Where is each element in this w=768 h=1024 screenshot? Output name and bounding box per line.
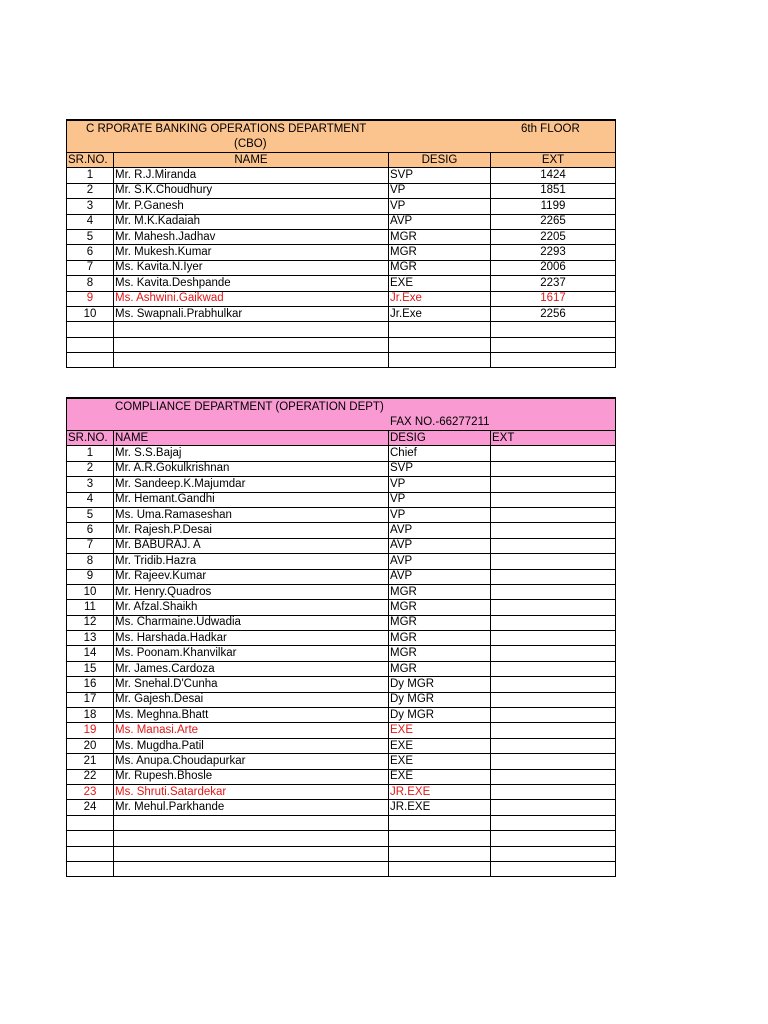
table-row — [67, 461, 616, 476]
name-cell[interactable]: Mr. Tridib.Hazra — [114, 554, 389, 569]
table-row — [67, 245, 616, 260]
empty-cell[interactable] — [389, 831, 491, 846]
sr-no-cell[interactable]: 7 — [67, 538, 114, 553]
name-cell[interactable]: Mr. Snehal.D'Cunha — [114, 677, 389, 692]
ext-cell[interactable]: 1617 — [491, 291, 616, 306]
name-cell[interactable]: Mr. A.R.Gokulkrishnan — [114, 461, 389, 476]
table-row — [67, 723, 616, 738]
name-cell[interactable]: Mr. Afzal.Shaikh — [114, 600, 389, 615]
table-row — [67, 306, 616, 321]
desig-cell[interactable]: JR.EXE — [389, 784, 491, 799]
desig-cell[interactable]: MGR — [389, 260, 491, 275]
desig-cell[interactable]: EXE — [389, 769, 491, 784]
empty-cell[interactable] — [389, 337, 491, 352]
sr-no-cell[interactable]: 2 — [67, 461, 114, 476]
sr-no-cell[interactable]: 7 — [67, 260, 114, 275]
desig-cell[interactable]: MGR — [389, 229, 491, 244]
empty-cell[interactable] — [491, 861, 616, 876]
desig-cell[interactable]: AVP — [389, 214, 491, 229]
sr-no-cell[interactable]: 21 — [67, 754, 114, 769]
ext-cell[interactable]: 1424 — [491, 168, 616, 183]
cbo-header-row — [67, 153, 616, 168]
sr-no-cell[interactable]: 4 — [67, 492, 114, 507]
cbo-title-row — [67, 120, 616, 153]
compliance-table — [66, 397, 616, 877]
desig-cell[interactable]: Dy MGR — [389, 677, 491, 692]
ext-cell[interactable]: 2256 — [491, 306, 616, 321]
sr-no-cell[interactable]: 8 — [67, 276, 114, 291]
desig-cell[interactable]: MGR — [389, 661, 491, 676]
empty-row — [67, 846, 616, 861]
header-sr-no[interactable]: SR.NO. — [67, 153, 114, 168]
cbo-title: C RPORATE BANKING OPERATIONS DEPARTMENT — [86, 123, 367, 135]
cbo-table — [66, 119, 616, 368]
compliance-title-cell[interactable] — [67, 398, 616, 431]
desig-cell[interactable]: VP — [389, 183, 491, 198]
desig-cell[interactable]: AVP — [389, 554, 491, 569]
empty-cell[interactable] — [389, 322, 491, 337]
ext-cell[interactable] — [491, 600, 616, 615]
name-cell[interactable]: Mr. M.K.Kadaiah — [114, 214, 389, 229]
ext-cell[interactable] — [491, 538, 616, 553]
ext-cell[interactable] — [491, 631, 616, 646]
sr-no-cell[interactable]: 9 — [67, 569, 114, 584]
name-cell[interactable]: Mr. Mahesh.Jadhav — [114, 229, 389, 244]
sr-no-cell[interactable]: 18 — [67, 708, 114, 723]
empty-row — [67, 815, 616, 830]
table-row — [67, 754, 616, 769]
table-row — [67, 507, 616, 522]
sr-no-cell[interactable]: 22 — [67, 769, 114, 784]
desig-cell[interactable]: AVP — [389, 538, 491, 553]
empty-row — [67, 353, 616, 368]
desig-cell[interactable]: MGR — [389, 600, 491, 615]
name-cell[interactable]: Mr. BABURAJ. A — [114, 538, 389, 553]
desig-cell[interactable]: SVP — [389, 168, 491, 183]
empty-cell[interactable] — [389, 353, 491, 368]
table-row — [67, 615, 616, 630]
ext-cell[interactable]: 1199 — [491, 199, 616, 214]
desig-cell[interactable]: SVP — [389, 461, 491, 476]
ext-cell[interactable] — [491, 784, 616, 799]
header-ext[interactable]: EXT — [491, 431, 616, 446]
header-name[interactable]: NAME — [114, 153, 389, 168]
ext-cell[interactable]: 2006 — [491, 260, 616, 275]
compliance-fax: FAX NO.-66277211 — [390, 416, 490, 428]
ext-cell[interactable] — [491, 738, 616, 753]
desig-cell[interactable]: EXE — [389, 723, 491, 738]
compliance-title-row — [67, 398, 616, 431]
compliance-header-row — [67, 431, 616, 446]
name-cell[interactable]: Ms. Shruti.Satardekar — [114, 784, 389, 799]
empty-cell[interactable] — [114, 322, 389, 337]
sr-no-cell[interactable]: 16 — [67, 677, 114, 692]
ext-cell[interactable] — [491, 708, 616, 723]
empty-cell[interactable] — [67, 353, 114, 368]
name-cell[interactable]: Ms. Uma.Ramaseshan — [114, 507, 389, 522]
desig-cell[interactable]: Dy MGR — [389, 692, 491, 707]
name-cell[interactable]: Mr. Mehul.Parkhande — [114, 800, 389, 815]
sr-no-cell[interactable]: 20 — [67, 738, 114, 753]
table-row — [67, 708, 616, 723]
name-cell[interactable]: Ms. Swapnali.Prabhulkar — [114, 306, 389, 321]
empty-cell[interactable] — [491, 846, 616, 861]
desig-cell[interactable]: Chief — [389, 446, 491, 461]
table-row — [67, 229, 616, 244]
name-cell[interactable]: Mr. Rajesh.P.Desai — [114, 523, 389, 538]
empty-cell[interactable] — [389, 815, 491, 830]
header-desig[interactable]: DESIG — [389, 153, 491, 168]
table-row — [67, 168, 616, 183]
ext-cell[interactable]: 2293 — [491, 245, 616, 260]
table-row — [67, 584, 616, 599]
name-cell[interactable]: Ms. Meghna.Bhatt — [114, 708, 389, 723]
ext-cell[interactable] — [491, 769, 616, 784]
empty-cell[interactable] — [114, 861, 389, 876]
desig-cell[interactable]: AVP — [389, 523, 491, 538]
desig-cell[interactable]: EXE — [389, 754, 491, 769]
ext-cell[interactable] — [491, 692, 616, 707]
empty-cell[interactable] — [67, 337, 114, 352]
cbo-title-cell[interactable] — [67, 120, 616, 153]
table-row — [67, 446, 616, 461]
sr-no-cell[interactable]: 2 — [67, 183, 114, 198]
table-row — [67, 784, 616, 799]
sr-no-cell[interactable]: 23 — [67, 784, 114, 799]
sr-no-cell[interactable]: 6 — [67, 523, 114, 538]
empty-cell[interactable] — [491, 353, 616, 368]
name-cell[interactable]: Mr. Rajeev.Kumar — [114, 569, 389, 584]
table-row — [67, 646, 616, 661]
empty-row — [67, 831, 616, 846]
table-row — [67, 769, 616, 784]
empty-cell[interactable] — [114, 353, 389, 368]
desig-cell[interactable]: AVP — [389, 569, 491, 584]
sr-no-cell[interactable]: 1 — [67, 168, 114, 183]
table-row — [67, 199, 616, 214]
desig-cell[interactable]: MGR — [389, 631, 491, 646]
desig-cell[interactable]: VP — [389, 199, 491, 214]
name-cell[interactable]: Ms. Kavita.Deshpande — [114, 276, 389, 291]
sr-no-cell[interactable]: 6 — [67, 245, 114, 260]
sr-no-cell[interactable]: 15 — [67, 661, 114, 676]
name-cell[interactable]: Ms. Kavita.N.Iyer — [114, 260, 389, 275]
table-row — [67, 631, 616, 646]
ext-cell[interactable] — [491, 477, 616, 492]
desig-cell[interactable]: EXE — [389, 738, 491, 753]
name-cell[interactable]: Mr. Rupesh.Bhosle — [114, 769, 389, 784]
desig-cell[interactable]: MGR — [389, 646, 491, 661]
name-cell[interactable]: Ms. Charmaine.Udwadia — [114, 615, 389, 630]
sr-no-cell[interactable]: 17 — [67, 692, 114, 707]
sr-no-cell[interactable]: 8 — [67, 554, 114, 569]
ext-cell[interactable] — [491, 492, 616, 507]
name-cell[interactable]: Ms. Mugdha.Patil — [114, 738, 389, 753]
sr-no-cell[interactable]: 10 — [67, 584, 114, 599]
name-cell[interactable]: Mr. Hemant.Gandhi — [114, 492, 389, 507]
empty-cell[interactable] — [114, 831, 389, 846]
table-row — [67, 554, 616, 569]
ext-cell[interactable] — [491, 461, 616, 476]
empty-cell[interactable] — [491, 322, 616, 337]
ext-cell[interactable] — [491, 723, 616, 738]
sr-no-cell[interactable]: 9 — [67, 291, 114, 306]
table-row — [67, 677, 616, 692]
desig-cell[interactable]: Jr.Exe — [389, 291, 491, 306]
ext-cell[interactable] — [491, 554, 616, 569]
empty-cell[interactable] — [114, 815, 389, 830]
ext-cell[interactable]: 2265 — [491, 214, 616, 229]
cbo-floor: 6th FLOOR — [521, 123, 580, 135]
desig-cell[interactable]: JR.EXE — [389, 800, 491, 815]
table-row — [67, 523, 616, 538]
ext-cell[interactable]: 2205 — [491, 229, 616, 244]
desig-cell[interactable]: VP — [389, 477, 491, 492]
table-row — [67, 692, 616, 707]
table-row — [67, 738, 616, 753]
ext-cell[interactable] — [491, 677, 616, 692]
ext-cell[interactable] — [491, 646, 616, 661]
empty-cell[interactable] — [67, 831, 114, 846]
name-cell[interactable]: Mr. P.Ganesh — [114, 199, 389, 214]
name-cell[interactable]: Ms. Ashwini.Gaikwad — [114, 291, 389, 306]
sr-no-cell[interactable]: 5 — [67, 507, 114, 522]
name-cell[interactable]: Mr. James.Cardoza — [114, 661, 389, 676]
header-ext[interactable]: EXT — [491, 153, 616, 168]
empty-cell[interactable] — [491, 815, 616, 830]
table-row — [67, 800, 616, 815]
table-row — [67, 260, 616, 275]
ext-cell[interactable] — [491, 584, 616, 599]
empty-cell[interactable] — [114, 846, 389, 861]
ext-cell[interactable] — [491, 800, 616, 815]
ext-cell[interactable] — [491, 754, 616, 769]
desig-cell[interactable]: MGR — [389, 584, 491, 599]
empty-row — [67, 337, 616, 352]
sr-no-cell[interactable]: 24 — [67, 800, 114, 815]
name-cell[interactable]: Ms. Poonam.Khanvilkar — [114, 646, 389, 661]
header-name[interactable]: NAME — [114, 431, 389, 446]
empty-cell[interactable] — [389, 861, 491, 876]
desig-cell[interactable]: EXE — [389, 276, 491, 291]
name-cell[interactable]: Ms. Manasi.Arte — [114, 723, 389, 738]
sr-no-cell[interactable]: 12 — [67, 615, 114, 630]
desig-cell[interactable]: VP — [389, 507, 491, 522]
name-cell[interactable]: Mr. R.J.Miranda — [114, 168, 389, 183]
cbo-subtitle: (CBO) — [234, 138, 267, 150]
table-row — [67, 492, 616, 507]
table-row — [67, 661, 616, 676]
empty-cell[interactable] — [67, 815, 114, 830]
name-cell[interactable]: Mr. Sandeep.K.Majumdar — [114, 477, 389, 492]
desig-cell[interactable]: MGR — [389, 615, 491, 630]
table-row — [67, 600, 616, 615]
name-cell[interactable]: Mr. Gajesh.Desai — [114, 692, 389, 707]
sr-no-cell[interactable]: 10 — [67, 306, 114, 321]
sr-no-cell[interactable]: 5 — [67, 229, 114, 244]
ext-cell[interactable]: 2237 — [491, 276, 616, 291]
ext-cell[interactable] — [491, 446, 616, 461]
name-cell[interactable]: Mr. S.S.Bajaj — [114, 446, 389, 461]
ext-cell[interactable] — [491, 569, 616, 584]
name-cell[interactable]: Mr. Henry.Quadros — [114, 584, 389, 599]
table-row — [67, 477, 616, 492]
sr-no-cell[interactable]: 3 — [67, 477, 114, 492]
empty-row — [67, 322, 616, 337]
name-cell[interactable]: Mr. Mukesh.Kumar — [114, 245, 389, 260]
ext-cell[interactable] — [491, 615, 616, 630]
sr-no-cell[interactable]: 11 — [67, 600, 114, 615]
desig-cell[interactable]: Jr.Exe — [389, 306, 491, 321]
ext-cell[interactable] — [491, 661, 616, 676]
desig-cell[interactable]: VP — [389, 492, 491, 507]
empty-cell[interactable] — [67, 846, 114, 861]
table-row — [67, 569, 616, 584]
empty-cell[interactable] — [491, 337, 616, 352]
desig-cell[interactable]: MGR — [389, 245, 491, 260]
desig-cell[interactable]: Dy MGR — [389, 708, 491, 723]
empty-cell[interactable] — [114, 337, 389, 352]
name-cell[interactable]: Ms. Anupa.Choudapurkar — [114, 754, 389, 769]
header-desig[interactable]: DESIG — [389, 431, 491, 446]
compliance-title: COMPLIANCE DEPARTMENT (OPERATION DEPT) — [115, 401, 384, 413]
empty-row — [67, 861, 616, 876]
empty-cell[interactable] — [389, 846, 491, 861]
header-sr-no[interactable]: SR.NO. — [67, 431, 114, 446]
sr-no-cell[interactable]: 13 — [67, 631, 114, 646]
sr-no-cell[interactable]: 19 — [67, 723, 114, 738]
ext-cell[interactable]: 1851 — [491, 183, 616, 198]
sr-no-cell[interactable]: 3 — [67, 199, 114, 214]
sr-no-cell[interactable]: 14 — [67, 646, 114, 661]
ext-cell[interactable] — [491, 523, 616, 538]
sr-no-cell[interactable]: 4 — [67, 214, 114, 229]
empty-cell[interactable] — [67, 322, 114, 337]
name-cell[interactable]: Ms. Harshada.Hadkar — [114, 631, 389, 646]
table-row — [67, 183, 616, 198]
table-row — [67, 214, 616, 229]
table-row — [67, 538, 616, 553]
empty-cell[interactable] — [67, 861, 114, 876]
sr-no-cell[interactable]: 1 — [67, 446, 114, 461]
table-row — [67, 276, 616, 291]
table-row — [67, 291, 616, 306]
name-cell[interactable]: Mr. S.K.Choudhury — [114, 183, 389, 198]
empty-cell[interactable] — [491, 831, 616, 846]
ext-cell[interactable] — [491, 507, 616, 522]
